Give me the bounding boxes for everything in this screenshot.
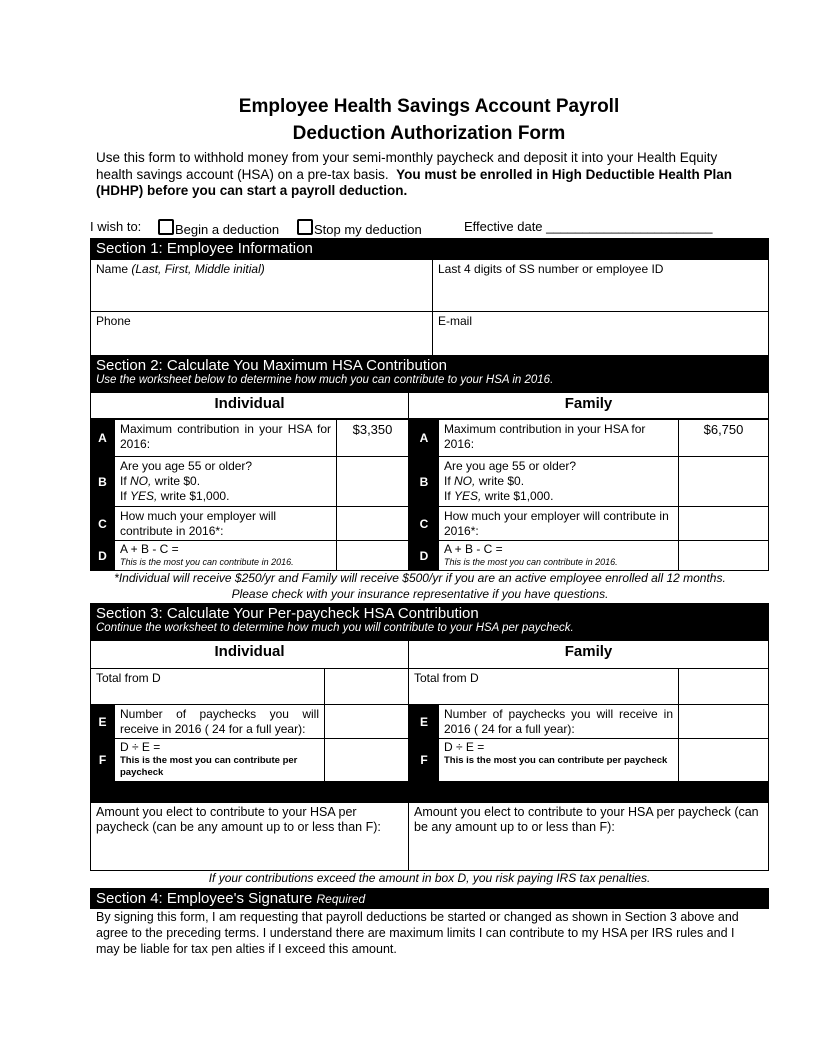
form-title-line2: Deduction Authorization Form — [292, 123, 566, 144]
name-label: Name — [96, 262, 129, 276]
effective-date-line: _______________________ — [546, 219, 713, 234]
section2-subtitle: Use the worksheet below to determine how much you can contribute to your HSA in 2016. — [96, 374, 554, 386]
phone-label: Phone — [96, 314, 131, 328]
section4-text: By signing this form, I am requesting that payroll deductions be started or changed as shown in Section 3 above and agree to the preceding terms. I understand there are maximum limits I can contribute to my HSA per IRS rules and I may be liable for tax pen alties if I exceed this amount. — [96, 910, 739, 956]
ssn-label: Last 4 digits of SS number or employee ID — [438, 262, 664, 276]
begin-deduction-checkbox[interactable] — [158, 219, 174, 235]
row-b-fam-line3c: write $1,000. — [481, 489, 554, 503]
elect-amount-ind-field[interactable]: Amount you elect to contribute to your HSA per paycheck (can be any amount up to or less than F): — [90, 802, 409, 871]
row-b-fam-line1: Are you age 55 or older? — [444, 459, 577, 473]
row-c-ind-input[interactable] — [336, 506, 409, 541]
row-d-letter-ind: D — [90, 540, 115, 571]
row-b-fam-text — [438, 456, 679, 507]
row-b-fam-line2a: If — [444, 474, 455, 488]
effective-date-label: Effective date — [464, 219, 543, 234]
row-f-fam-note: This is the most you can contribute per paycheck — [444, 755, 668, 766]
section4-required: Required — [316, 892, 366, 906]
row-d-ind-formula: A + B - C = — [120, 542, 179, 556]
section3-subtitle: Continue the worksheet to determine how much you will contribute to your HSA per paycheck. — [96, 622, 574, 634]
row-b-fam-input[interactable] — [678, 456, 769, 507]
row-d-fam-note: This is the most you can contribute in 2016. — [444, 557, 618, 567]
row-f-ind-input[interactable] — [324, 738, 409, 782]
row-c-letter-ind: C — [90, 506, 115, 541]
row-a-ind-text: Maximum contribution in your HSA for 2016: — [114, 419, 337, 457]
row-f-letter-ind: F — [90, 738, 115, 782]
row-c-letter-fam: C — [409, 506, 439, 541]
section4-header — [90, 888, 769, 909]
row-e-fam-input[interactable] — [678, 704, 769, 739]
row-f-ind-formula: D ÷ E = — [120, 740, 161, 754]
row-a-fam-text: Maximum contribution in your HSA for 2016: — [438, 419, 679, 457]
row-b-fam-no: NO, — [454, 474, 476, 488]
row-c-fam-input[interactable] — [678, 506, 769, 541]
intro-paragraph — [96, 150, 756, 200]
phone-field[interactable] — [90, 311, 433, 356]
row-f-fam-text — [438, 738, 679, 782]
row-b-ind-text — [114, 456, 337, 507]
row-b-ind-input[interactable] — [336, 456, 409, 507]
email-label: E-mail — [438, 314, 473, 328]
form-title-line1: Employee Health Savings Account Payroll — [238, 96, 620, 117]
total-from-d-ind-label: Total from D — [90, 668, 325, 705]
row-a-letter-ind: A — [90, 419, 115, 457]
row-e-ind-text: Number of paychecks you will receive in 2016 ( 24 for a full year): — [114, 704, 325, 739]
stop-deduction-label: Stop my deduction — [314, 222, 422, 237]
section1-header: Section 1: Employee Information — [90, 238, 769, 259]
ssn-field[interactable] — [432, 259, 769, 312]
section3-family-header: Family — [408, 640, 769, 669]
section2-family-header: Family — [408, 392, 769, 419]
intro-text: Use this form to withhold money from your semi-monthly paycheck and deposit it into your Health Equity health savings account (HSA) on a pre-tax basis. — [96, 150, 718, 182]
stop-deduction-checkbox[interactable] — [297, 219, 313, 235]
row-b-fam-line2c: write $0. — [475, 474, 525, 488]
row-d-fam-text — [438, 540, 679, 571]
row-f-ind-text — [114, 738, 325, 782]
row-a-fam-value: $6,750 — [678, 419, 769, 457]
row-b-ind-no: NO, — [130, 474, 152, 488]
total-from-d-fam-label: Total from D — [408, 668, 679, 705]
begin-deduction-label: Begin a deduction — [175, 222, 280, 237]
section2-title: Section 2: Calculate You Maximum HSA Contribution — [96, 357, 448, 374]
section3-individual-header: Individual — [90, 640, 409, 669]
name-field[interactable] — [90, 259, 433, 312]
section2-header — [90, 355, 769, 392]
total-from-d-ind-input[interactable] — [324, 668, 409, 705]
section2-individual-header: Individual — [90, 392, 409, 419]
stop-deduction-option[interactable] — [297, 219, 422, 237]
row-b-ind-line3c: write $1,000. — [157, 489, 230, 503]
row-f-letter-fam: F — [409, 738, 439, 782]
section3-title: Section 3: Calculate Your Per-paycheck HSA Contribution — [96, 605, 479, 622]
row-d-ind-text — [114, 540, 337, 571]
row-f-ind-note: This is the most you can contribute per paycheck — [120, 755, 298, 778]
row-b-ind-line2c: write $0. — [151, 474, 201, 488]
wish-label: I wish to: — [90, 219, 142, 234]
row-f-fam-formula: D ÷ E = — [444, 740, 485, 754]
row-e-ind-input[interactable] — [324, 704, 409, 739]
row-d-letter-fam: D — [409, 540, 439, 571]
row-e-letter-ind: E — [90, 704, 115, 739]
row-b-ind-line2a: If — [120, 474, 131, 488]
row-b-ind-yes: YES, — [130, 489, 158, 503]
row-c-ind-text: How much your employer will contribute in 2016*: — [114, 506, 337, 541]
row-d-ind-note: This is the most you can contribute in 2016. — [120, 557, 294, 567]
row-b-letter-ind: B — [90, 456, 115, 507]
section2-footnote: *Individual will receive $250/yr and Family will receive $500/yr if you are an active employee enrolled all 12 months. Please check with your insurance representative if you have questions. — [114, 571, 726, 601]
section3-warning: If your contributions exceed the amount in box D, you risk paying IRS tax penalties. — [208, 871, 651, 885]
row-b-letter-fam: B — [409, 456, 439, 507]
row-b-fam-yes: YES, — [454, 489, 482, 503]
row-f-fam-input[interactable] — [678, 738, 769, 782]
name-hint: (Last, First, Middle initial) — [131, 262, 265, 276]
row-d-fam-formula: A + B - C = — [444, 542, 503, 556]
row-e-letter-fam: E — [409, 704, 439, 739]
row-c-fam-text: How much your employer will contribute in 2016*: — [438, 506, 679, 541]
section4-title: Section 4: Employee's Signature — [96, 890, 313, 907]
row-b-fam-line3a: If — [444, 489, 455, 503]
effective-date-field[interactable] — [464, 219, 712, 234]
begin-deduction-option[interactable] — [158, 219, 279, 237]
row-b-ind-line3a: If — [120, 489, 131, 503]
row-e-fam-text: Number of paychecks you will receive in 2016 ( 24 for a full year): — [438, 704, 679, 739]
total-from-d-fam-input[interactable] — [678, 668, 769, 705]
row-d-ind-input[interactable] — [336, 540, 409, 571]
elect-amount-fam-field[interactable]: Amount you elect to contribute to your HSA per paycheck (can be any amount up to or less than F): — [408, 802, 769, 871]
row-a-letter-fam: A — [409, 419, 439, 457]
email-field[interactable] — [432, 311, 769, 356]
row-d-fam-input[interactable] — [678, 540, 769, 571]
intro-bold: You must be enrolled in High Deductible Health Plan (HDHP) before you can start a payroll deduction. — [96, 166, 732, 198]
section3-divider-bar — [90, 781, 769, 803]
row-b-ind-line1: Are you age 55 or older? — [120, 459, 253, 473]
section3-header — [90, 603, 769, 640]
row-a-ind-value: $3,350 — [336, 419, 409, 457]
